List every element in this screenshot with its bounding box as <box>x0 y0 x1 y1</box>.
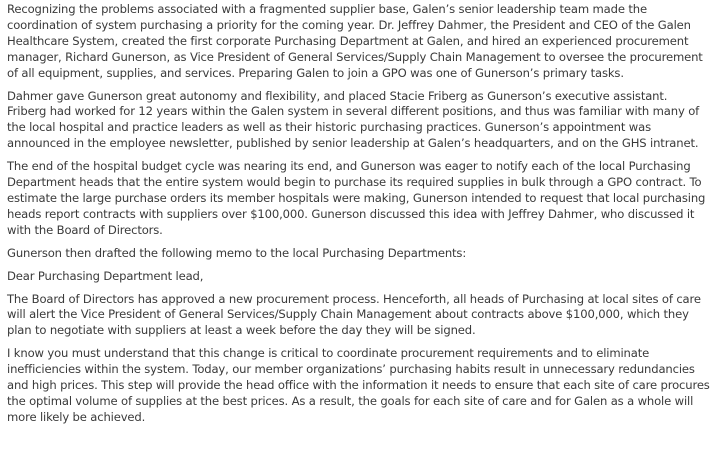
memo-salutation: Dear Purchasing Department lead, <box>7 268 204 283</box>
memo-paragraph-rationale: I know you must understand that this change is critical to coordinate procurement requirements and to eliminate inefficiencies within the system. Today, our member organizations’ purchasing habits result in unnecessary redundancies and high prices. This step will provide the head office with the information it needs to ensure that each site of care procures the optimal volume of supplies at the best prices. As a result, the goals for each site of care and for Galen as a whole will more likely be achieved. <box>7 346 710 424</box>
paragraph-memo-intro: Gunerson then drafted the following memo to the local Purchasing Departments: <box>7 245 467 260</box>
paragraph-dahmer-gunerson: Dahmer gave Gunerson great autonomy and flexibility, and placed Stacie Friberg as Gunerson’s executive assistant. Friberg had worked for 12 years within the Galen system in several different positions, and thus was familiar with many of the local hospital and practice leaders as well as their historic purchasing practices. Gunerson’s appointment was announced in the employee newsletter, published by senior leadership at Galen’s headquarters, and on the GHS intranet. <box>7 88 700 151</box>
paragraph-budget-cycle: The end of the hospital budget cycle was nearing its end, and Gunerson was eager to notify each of the local Purchasing Department heads that the entire system would begin to purchase its required supplies in bulk through a GPO contract. To estimate the large purchase orders its member hospitals were making, Gunerson intended to request that local purchasing heads report contracts with suppliers over $100,000. Gunerson discussed this idea with Jeffrey Dahmer, who discussed it with the Board of Directors. <box>7 159 706 237</box>
memo-paragraph-procurement-process: The Board of Directors has approved a new procurement process. Henceforth, all heads of Purchasing at local sites of care will alert the Vice President of General Services/Supply Chain Management about contracts above $100,000, which they plan to negotiate with suppliers at least a week before the day they will be signed. <box>7 291 701 338</box>
paragraph-galen-leadership: Recognizing the problems associated with a fragmented supplier base, Galen’s senior leadership team made the coordination of system purchasing a priority for the coming year. Dr. Jeffrey Dahmer, the President and CEO of the Galen Healthcare System, created the first corporate Purchasing Department at Galen, and hired an experienced procurement manager, Richard Gunerson, as Vice President of General Services/Supply Chain Management to oversee the procurement of all equipment, supplies, and services. Preparing Galen to join a GPO was one of Gunerson’s primary tasks. <box>7 2 703 80</box>
